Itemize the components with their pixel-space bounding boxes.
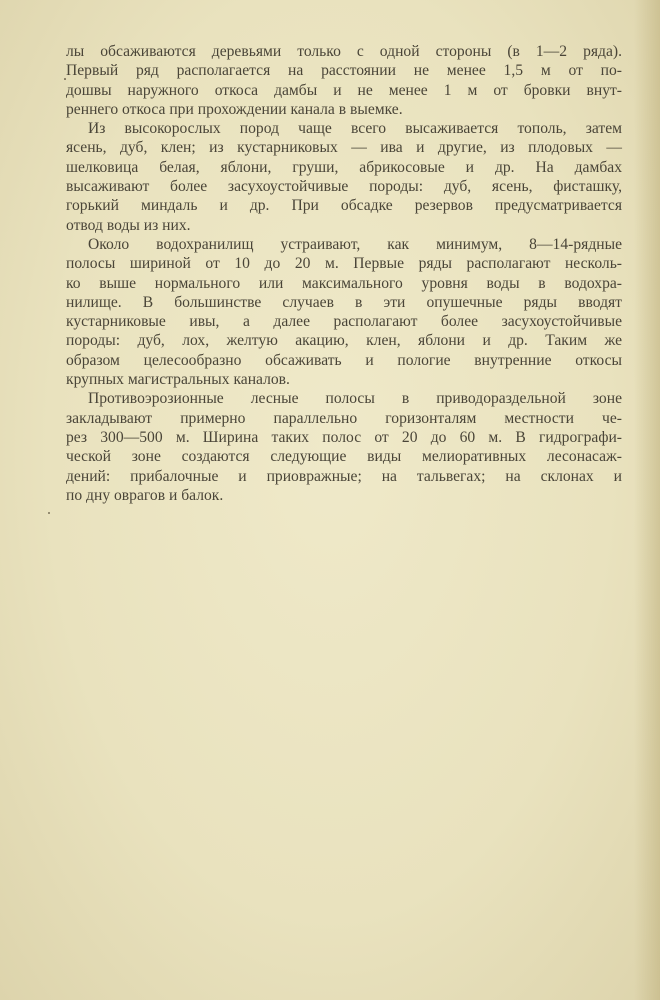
text-line: горький миндаль и др. При обсадке резервов предусматривается bbox=[66, 197, 622, 215]
paragraph bbox=[66, 389, 622, 505]
paper-speck bbox=[48, 512, 50, 514]
text-line: лы обсаживаются деревьями только с одной стороны (в 1—2 ряда). bbox=[66, 43, 622, 60]
paper-speck bbox=[64, 78, 66, 80]
text-line: породы: дуб, лох, желтую акацию, клен, яблони и др. Таким же bbox=[66, 332, 622, 350]
paragraph bbox=[66, 119, 622, 235]
text-line: ческой зоне создаются следующие виды мелиоративных лесонасаж- bbox=[66, 448, 622, 466]
body-text bbox=[66, 42, 622, 505]
text-line: закладывают примерно параллельно горизонталям местности че- bbox=[66, 409, 622, 427]
text-line: рез 300—500 м. Ширина таких полос от 20 до 60 м. В гидрографи- bbox=[66, 428, 622, 446]
text-line: нилище. В большинстве случаев в эти опушечные ряды вводят bbox=[66, 293, 622, 311]
page-edge-shadow bbox=[634, 0, 660, 1000]
text-line: по дну оврагов и балок. bbox=[66, 486, 224, 504]
text-line: высаживают более засухоустойчивые породы: дуб, ясень, фисташку, bbox=[66, 178, 622, 196]
text-line: Около водохранилищ устраивают, как минимум, 8—14-рядные bbox=[88, 235, 622, 253]
text-line: Из высокорослых пород чаще всего высаживается тополь, затем bbox=[88, 120, 622, 138]
text-line: полосы шириной от 10 до 20 м. Первые ряды располагают несколь- bbox=[66, 255, 622, 273]
text-line: отвод воды из них. bbox=[66, 216, 191, 234]
text-line: ясень, дуб, клен; из кустарниковых — ива и другие, из плодовых — bbox=[66, 139, 622, 157]
text-line: Противоэрозионные лесные полосы в приводораздельной зоне bbox=[88, 390, 622, 408]
text-line: шелковица белая, яблони, груши, абрикосовые и др. На дамбах bbox=[66, 158, 622, 176]
text-line: ко выше нормального или максимального уровня воды в водохра- bbox=[66, 274, 622, 292]
text-line: образом целесообразно обсаживать и пологие внутренние откосы bbox=[66, 351, 622, 369]
text-line: кустарниковые ивы, а далее располагают более засухоустойчивые bbox=[66, 313, 622, 331]
text-line: дошвы наружного откоса дамбы и не менее 1 м от бровки внут- bbox=[66, 81, 622, 99]
text-line: крупных магистральных каналов. bbox=[66, 371, 290, 389]
paragraph bbox=[66, 235, 622, 389]
text-line: дений: прибалочные и приовражные; на тальвегах; на склонах и bbox=[66, 467, 622, 485]
text-line: реннего откоса при прохождении канала в выемке. bbox=[66, 100, 403, 118]
text-line: Первый ряд располагается на расстоянии не менее 1,5 м от по- bbox=[66, 62, 622, 80]
paragraph bbox=[66, 42, 622, 119]
